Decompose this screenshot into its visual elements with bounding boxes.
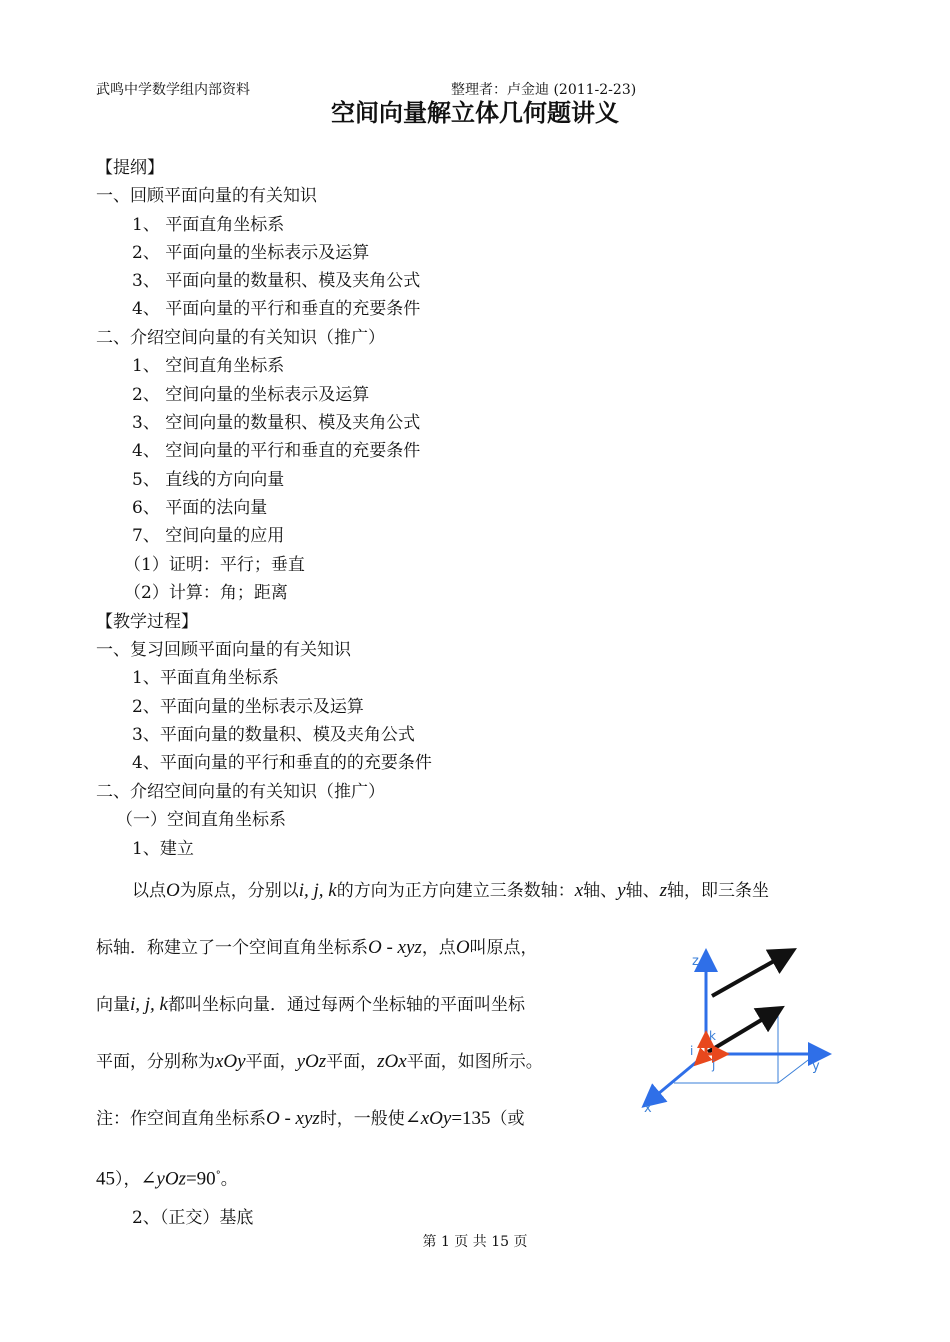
vector-top	[712, 952, 790, 996]
outline-item: 2、 空间向量的坐标表示及运算	[132, 385, 370, 405]
process-item: 4、平面向量的平行和垂直的的充要条件	[132, 753, 432, 773]
projection-line	[778, 1054, 816, 1083]
paragraph-line: 向量i, j, k都叫坐标向量．通过每两个坐标轴的平面叫坐标	[96, 994, 525, 1015]
process-subsection: （一）空间直角坐标系	[116, 810, 286, 830]
x-label: x	[644, 1101, 652, 1116]
note-line: 注：作空间直角坐标系O - xyz时，一般使∠xOy=135（或	[96, 1108, 525, 1129]
paragraph-line: 标轴．称建立了一个空间直角坐标系O - xyz，点O叫原点，	[96, 937, 538, 958]
outline-item: 2、 平面向量的坐标表示及运算	[132, 243, 370, 263]
outline-item: 5、 直线的方向向量	[132, 470, 285, 490]
vector-bottom	[708, 1010, 778, 1052]
outline-item: 4、 空间向量的平行和垂直的充要条件	[132, 441, 421, 461]
j-label: j	[712, 1058, 716, 1072]
process-step: 1、建立	[132, 839, 194, 859]
header-left: 武鸣中学数学组内部资料	[96, 82, 250, 98]
outline-item: 4、 平面向量的平行和垂直的充要条件	[132, 299, 421, 319]
paragraph-line: 平面，分别称为xOy平面，yOz平面，zOx平面，如图所示。	[96, 1051, 543, 1072]
process-section-1: 一、复习回顾平面向量的有关知识	[96, 640, 351, 660]
page-title: 空间向量解立体几何题讲义	[331, 99, 619, 127]
process-heading: 【教学过程】	[96, 612, 198, 632]
outline-heading: 【提纲】	[96, 158, 164, 178]
outline-sub-item: （2）计算：角；距离	[124, 583, 288, 603]
outline-item: 3、 空间向量的数量积、模及夹角公式	[132, 413, 421, 433]
coordinate-system-figure	[630, 940, 840, 1120]
header-right: 整理者：卢金迪 (2011-2-23)	[451, 82, 637, 98]
page-footer: 第 1 页 共 15 页	[422, 1234, 528, 1250]
outline-item: 6、 平面的法向量	[132, 498, 268, 518]
z-label: z	[692, 954, 699, 969]
process-item: 3、平面向量的数量积、模及夹角公式	[132, 725, 415, 745]
outline-item: 3、 平面向量的数量积、模及夹角公式	[132, 271, 421, 291]
x-axis	[646, 1054, 706, 1104]
outline-section-2: 二、介绍空间向量的有关知识（推广）	[96, 328, 385, 348]
process-item: 2、平面向量的坐标表示及运算	[132, 697, 364, 717]
outline-item: 1、 空间直角坐标系	[132, 356, 285, 376]
k-label: k	[709, 1029, 716, 1043]
note-line: 45），∠yOz=90°。	[96, 1168, 238, 1190]
y-label: y	[812, 1059, 820, 1074]
paragraph-line: 以点O为原点，分别以i, j, k的方向为正方向建立三条数轴：x轴、y轴、z轴，即三条坐	[132, 880, 770, 901]
i-label: i	[690, 1044, 694, 1058]
process-item: 1、平面直角坐标系	[132, 668, 279, 688]
outline-section-1: 一、回顾平面向量的有关知识	[96, 186, 317, 206]
process-step: 2、（正交）基底	[132, 1208, 254, 1228]
process-section-2: 二、介绍空间向量的有关知识（推广）	[96, 782, 385, 802]
outline-item: 1、 平面直角坐标系	[132, 215, 285, 235]
outline-sub-item: （1）证明：平行；垂直	[124, 555, 305, 575]
outline-item: 7、 空间向量的应用	[132, 526, 285, 546]
